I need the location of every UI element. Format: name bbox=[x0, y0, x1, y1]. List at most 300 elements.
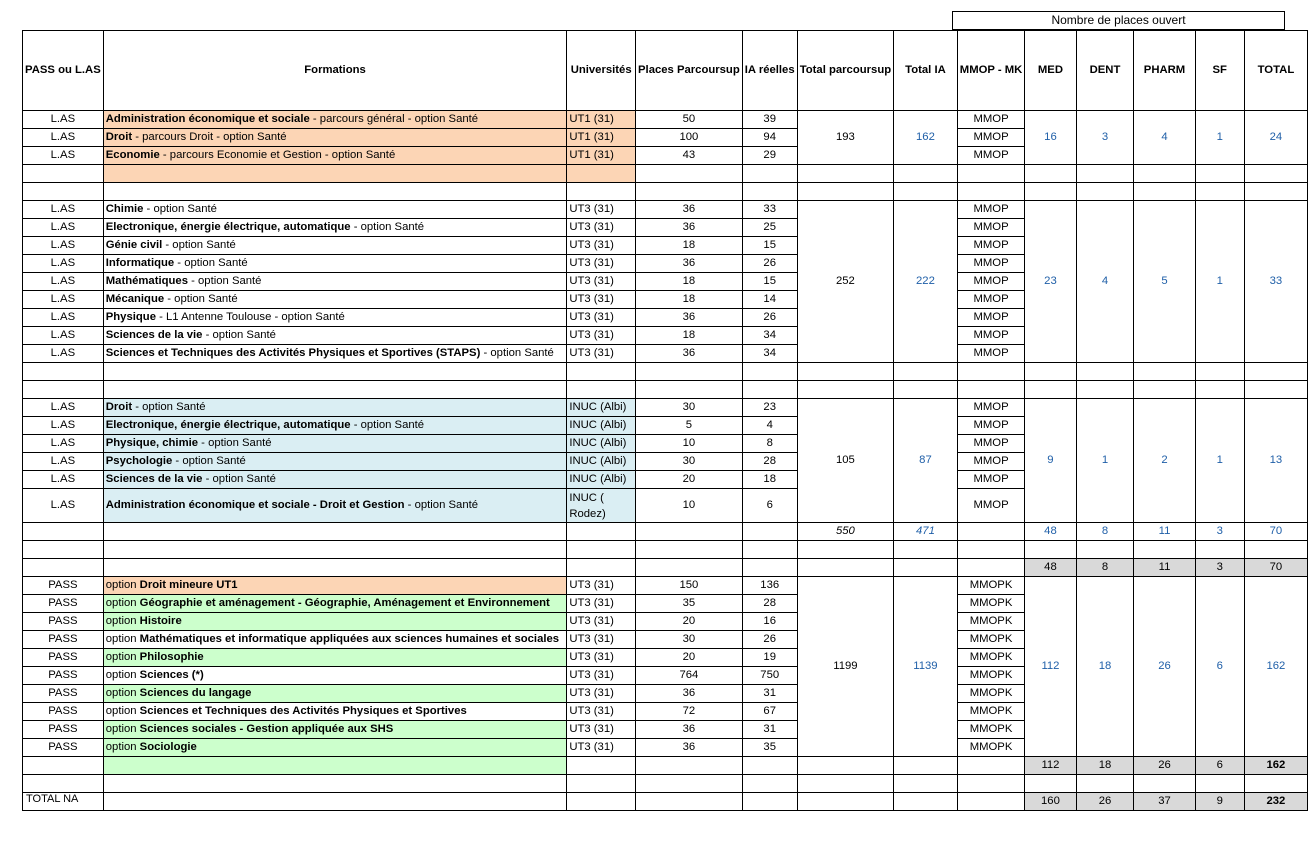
formation-detail: - option Santé bbox=[143, 203, 217, 215]
type-cell: L.AS bbox=[23, 129, 104, 147]
empty-cell bbox=[636, 541, 743, 559]
places-cell: 18 bbox=[636, 273, 743, 291]
las-total-sf: 3 bbox=[1195, 523, 1244, 541]
total-parcoursup-cell: 193 bbox=[797, 111, 893, 165]
dent-cell: 4 bbox=[1076, 201, 1134, 363]
formation-prefix: option bbox=[105, 615, 140, 627]
university-cell: UT3 (31) bbox=[567, 345, 636, 363]
mmop-cell: MMOPK bbox=[957, 685, 1025, 703]
formation-cell bbox=[103, 471, 567, 489]
empty-cell bbox=[742, 559, 797, 577]
gap-row bbox=[23, 775, 1308, 793]
formation-cell bbox=[103, 685, 567, 703]
empty-cell bbox=[1195, 183, 1244, 201]
total-ia-cell: 162 bbox=[894, 111, 958, 165]
places-cell: 18 bbox=[636, 291, 743, 309]
places-cell: 36 bbox=[636, 255, 743, 273]
type-cell: PASS bbox=[23, 595, 104, 613]
grand-total-dent: 26 bbox=[1076, 793, 1134, 811]
empty-cell bbox=[742, 523, 797, 541]
med-cell: 112 bbox=[1025, 577, 1076, 757]
formation-prefix: option bbox=[105, 579, 140, 591]
empty-cell bbox=[636, 757, 743, 775]
las-total-dent: 8 bbox=[1076, 523, 1134, 541]
empty-cell bbox=[103, 165, 567, 183]
ia-cell: 26 bbox=[742, 309, 797, 327]
empty-cell bbox=[103, 559, 567, 577]
places-cell: 36 bbox=[636, 739, 743, 757]
empty-cell bbox=[103, 183, 567, 201]
col-dent: DENT bbox=[1076, 31, 1134, 111]
formation-detail: - option Santé bbox=[174, 257, 248, 269]
mmop-cell: MMOP bbox=[957, 417, 1025, 435]
formation-name: Sciences de la vie bbox=[105, 473, 203, 485]
total-cell: 33 bbox=[1244, 201, 1307, 363]
mmop-cell: MMOPK bbox=[957, 595, 1025, 613]
places-table bbox=[22, 30, 1308, 811]
spacer-row bbox=[23, 183, 1308, 201]
mmop-cell: MMOP bbox=[957, 111, 1025, 129]
empty-cell bbox=[1076, 363, 1134, 381]
col-mmop: MMOP - MK bbox=[957, 31, 1025, 111]
university-cell: UT1 (31) bbox=[567, 129, 636, 147]
formation-cell bbox=[103, 147, 567, 165]
dent-cell: 1 bbox=[1076, 399, 1134, 523]
type-cell: L.AS bbox=[23, 453, 104, 471]
formation-detail: - option Santé bbox=[164, 293, 238, 305]
formation-name: Mathématiques bbox=[105, 275, 188, 287]
empty-cell bbox=[1134, 363, 1195, 381]
formation-detail: - option Santé bbox=[172, 455, 246, 467]
sf-cell: 6 bbox=[1195, 577, 1244, 757]
col-total-parcoursup: Total parcoursup bbox=[797, 31, 893, 111]
formation-name: Géographie et aménagement - Géographie, Aménagement et Environnement bbox=[139, 597, 550, 609]
type-cell: L.AS bbox=[23, 237, 104, 255]
university-cell: UT3 (31) bbox=[567, 577, 636, 595]
type-cell: L.AS bbox=[23, 435, 104, 453]
sf-cell: 1 bbox=[1195, 399, 1244, 523]
mmop-cell: MMOP bbox=[957, 291, 1025, 309]
formation-name: Administration économique et sociale - Droit et Gestion bbox=[105, 499, 405, 511]
ia-cell: 14 bbox=[742, 291, 797, 309]
empty-cell bbox=[957, 183, 1025, 201]
type-cell: L.AS bbox=[23, 291, 104, 309]
mmop-cell: MMOPK bbox=[957, 649, 1025, 667]
formation-name: Physique, chimie bbox=[105, 437, 199, 449]
total-na-label: TOTAL NA bbox=[26, 793, 79, 805]
empty-cell bbox=[742, 757, 797, 775]
mmop-cell: MMOP bbox=[957, 399, 1025, 417]
ia-cell: 94 bbox=[742, 129, 797, 147]
table-row bbox=[23, 399, 1308, 417]
formation-cell bbox=[103, 453, 567, 471]
total-parcoursup-cell: 105 bbox=[797, 399, 893, 523]
university-cell: INUC (Albi) bbox=[567, 417, 636, 435]
empty-cell bbox=[103, 381, 567, 399]
col-ia-reelles: IA réelles bbox=[742, 31, 797, 111]
formation-name: Génie civil bbox=[105, 239, 163, 251]
places-cell: 150 bbox=[636, 577, 743, 595]
empty-cell bbox=[894, 559, 958, 577]
las-grey-total-row bbox=[23, 559, 1308, 577]
university-cell: INUC ( Rodez) bbox=[567, 489, 636, 523]
spacer-row bbox=[23, 165, 1308, 183]
type-cell: L.AS bbox=[23, 201, 104, 219]
empty-cell bbox=[1076, 541, 1134, 559]
empty-cell bbox=[1195, 541, 1244, 559]
formation-detail: - option Santé bbox=[187, 275, 262, 287]
places-cell: 10 bbox=[636, 489, 743, 523]
total-parcoursup-cell: 252 bbox=[797, 201, 893, 363]
grand-total-med: 160 bbox=[1025, 793, 1076, 811]
ia-cell: 6 bbox=[742, 489, 797, 523]
pass-grey-total-row bbox=[23, 757, 1308, 775]
empty-cell bbox=[1076, 165, 1134, 183]
formation-prefix: option bbox=[105, 633, 140, 645]
empty-cell bbox=[567, 541, 636, 559]
formation-name: Sciences et Techniques des Activités Physiques et Sportives bbox=[139, 705, 467, 717]
las-total-ia: 471 bbox=[894, 523, 958, 541]
empty-cell bbox=[742, 541, 797, 559]
places-cell: 10 bbox=[636, 435, 743, 453]
col-med: MED bbox=[1025, 31, 1076, 111]
med-cell: 16 bbox=[1025, 111, 1076, 165]
university-cell: INUC (Albi) bbox=[567, 435, 636, 453]
university-cell: UT3 (31) bbox=[567, 291, 636, 309]
grand-total-total: 232 bbox=[1244, 793, 1307, 811]
ia-cell: 31 bbox=[742, 685, 797, 703]
empty-cell bbox=[103, 523, 567, 541]
places-cell: 36 bbox=[636, 685, 743, 703]
formation-detail: - parcours Economie et Gestion - option Santé bbox=[159, 149, 396, 161]
pass-grey-dent: 18 bbox=[1076, 757, 1134, 775]
ia-cell: 15 bbox=[742, 237, 797, 255]
formation-detail: - option Santé bbox=[198, 437, 272, 449]
formation-cell bbox=[103, 273, 567, 291]
med-cell: 9 bbox=[1025, 399, 1076, 523]
empty-cell bbox=[1244, 183, 1307, 201]
total-ia-cell: 222 bbox=[894, 201, 958, 363]
places-cell: 36 bbox=[636, 345, 743, 363]
formation-name: Philosophie bbox=[139, 651, 204, 663]
type-cell: L.AS bbox=[23, 345, 104, 363]
empty-cell bbox=[23, 183, 104, 201]
formation-cell bbox=[103, 595, 567, 613]
empty-cell bbox=[1076, 183, 1134, 201]
formation-cell bbox=[103, 417, 567, 435]
empty-cell bbox=[797, 775, 893, 793]
mmop-cell: MMOP bbox=[957, 309, 1025, 327]
formation-cell bbox=[103, 399, 567, 417]
places-cell: 43 bbox=[636, 147, 743, 165]
places-cell: 36 bbox=[636, 219, 743, 237]
university-cell: INUC (Albi) bbox=[567, 399, 636, 417]
spacer-row bbox=[23, 363, 1308, 381]
empty-cell bbox=[1076, 381, 1134, 399]
empty-cell bbox=[1025, 165, 1076, 183]
empty-cell bbox=[1244, 363, 1307, 381]
formation-prefix: option bbox=[105, 741, 140, 753]
empty-cell bbox=[1025, 363, 1076, 381]
type-cell: L.AS bbox=[23, 273, 104, 291]
formation-detail: - option Santé bbox=[162, 239, 236, 251]
empty-cell bbox=[957, 363, 1025, 381]
formation-prefix: option bbox=[105, 705, 140, 717]
university-cell: UT3 (31) bbox=[567, 309, 636, 327]
formation-cell bbox=[103, 489, 567, 523]
empty-cell bbox=[797, 381, 893, 399]
empty-cell bbox=[957, 775, 1025, 793]
empty-cell bbox=[103, 363, 567, 381]
places-cell: 18 bbox=[636, 327, 743, 345]
empty-cell bbox=[636, 559, 743, 577]
empty-cell bbox=[797, 541, 893, 559]
places-cell: 35 bbox=[636, 595, 743, 613]
mmop-cell: MMOP bbox=[957, 345, 1025, 363]
places-cell: 30 bbox=[636, 453, 743, 471]
formation-prefix: option bbox=[105, 597, 140, 609]
formation-cell bbox=[103, 309, 567, 327]
university-cell: UT1 (31) bbox=[567, 111, 636, 129]
places-cell: 20 bbox=[636, 471, 743, 489]
ia-cell: 29 bbox=[742, 147, 797, 165]
places-cell: 30 bbox=[636, 399, 743, 417]
empty-cell bbox=[636, 523, 743, 541]
places-cell: 764 bbox=[636, 667, 743, 685]
type-cell: L.AS bbox=[23, 489, 104, 523]
empty-cell bbox=[1025, 381, 1076, 399]
empty-cell bbox=[1195, 165, 1244, 183]
places-cell: 30 bbox=[636, 631, 743, 649]
places-cell: 5 bbox=[636, 417, 743, 435]
places-ouvertes-header: Nombre de places ouvert bbox=[952, 11, 1285, 30]
empty-cell bbox=[1244, 775, 1307, 793]
type-cell: PASS bbox=[23, 703, 104, 721]
formation-name: Sciences du langage bbox=[139, 687, 252, 699]
dent-cell: 18 bbox=[1076, 577, 1134, 757]
empty-cell bbox=[567, 381, 636, 399]
formation-name: Physique bbox=[105, 311, 156, 323]
empty-cell bbox=[103, 757, 567, 775]
empty-cell bbox=[1244, 165, 1307, 183]
total-cell: 13 bbox=[1244, 399, 1307, 523]
las-total-parcoursup: 550 bbox=[797, 523, 893, 541]
formation-name: Chimie bbox=[105, 203, 144, 215]
university-cell: UT3 (31) bbox=[567, 273, 636, 291]
university-cell: UT3 (31) bbox=[567, 237, 636, 255]
formation-cell bbox=[103, 255, 567, 273]
col-formations: Formations bbox=[103, 31, 567, 111]
mmop-cell: MMOP bbox=[957, 489, 1025, 523]
pharm-cell: 26 bbox=[1134, 577, 1195, 757]
total-ia-cell: 1139 bbox=[894, 577, 958, 757]
type-cell: L.AS bbox=[23, 111, 104, 129]
empty-cell bbox=[1134, 165, 1195, 183]
formation-detail: - L1 Antenne Toulouse - option Santé bbox=[155, 311, 345, 323]
formation-cell bbox=[103, 237, 567, 255]
formation-name: Droit mineure UT1 bbox=[139, 579, 238, 591]
formation-name: Electronique, énergie électrique, automatique bbox=[105, 419, 351, 431]
type-cell: L.AS bbox=[23, 147, 104, 165]
university-cell: UT3 (31) bbox=[567, 631, 636, 649]
university-cell: INUC (Albi) bbox=[567, 453, 636, 471]
mmop-cell: MMOP bbox=[957, 147, 1025, 165]
las-grey-pharm: 11 bbox=[1134, 559, 1195, 577]
ia-cell: 136 bbox=[742, 577, 797, 595]
places-cell: 18 bbox=[636, 237, 743, 255]
type-cell: L.AS bbox=[23, 417, 104, 435]
empty-cell bbox=[1195, 381, 1244, 399]
mmop-cell: MMOPK bbox=[957, 577, 1025, 595]
formation-detail: - parcours Droit - option Santé bbox=[132, 131, 287, 143]
pharm-cell: 4 bbox=[1134, 111, 1195, 165]
mmop-cell: MMOP bbox=[957, 435, 1025, 453]
formation-detail: - option Santé bbox=[350, 419, 425, 431]
formation-cell bbox=[103, 667, 567, 685]
ia-cell: 33 bbox=[742, 201, 797, 219]
type-cell: L.AS bbox=[23, 309, 104, 327]
mmop-cell: MMOP bbox=[957, 471, 1025, 489]
type-cell: L.AS bbox=[23, 471, 104, 489]
formation-cell bbox=[103, 111, 567, 129]
empty-cell bbox=[1134, 541, 1195, 559]
empty-cell bbox=[797, 165, 893, 183]
las-grey-med: 48 bbox=[1025, 559, 1076, 577]
formation-detail: - option Santé bbox=[132, 401, 206, 413]
formation-detail: - option Santé bbox=[202, 329, 276, 341]
type-cell: L.AS bbox=[23, 327, 104, 345]
pass-grey-total: 162 bbox=[1244, 757, 1307, 775]
type-cell: L.AS bbox=[23, 219, 104, 237]
formation-name: Sciences de la vie bbox=[105, 329, 203, 341]
university-cell: UT3 (31) bbox=[567, 685, 636, 703]
empty-cell bbox=[1244, 541, 1307, 559]
grand-total-pharm: 37 bbox=[1134, 793, 1195, 811]
empty-cell bbox=[567, 559, 636, 577]
empty-cell bbox=[894, 793, 958, 811]
places-cell: 36 bbox=[636, 309, 743, 327]
mmop-cell: MMOP bbox=[957, 453, 1025, 471]
empty-cell bbox=[894, 757, 958, 775]
pass-grey-med: 112 bbox=[1025, 757, 1076, 775]
empty-cell bbox=[894, 381, 958, 399]
formation-cell bbox=[103, 435, 567, 453]
empty-cell bbox=[894, 541, 958, 559]
formation-name: Electronique, énergie électrique, automatique bbox=[105, 221, 351, 233]
mmop-cell: MMOP bbox=[957, 129, 1025, 147]
formation-cell bbox=[103, 631, 567, 649]
mmop-cell: MMOPK bbox=[957, 631, 1025, 649]
col-universites: Universités bbox=[567, 31, 636, 111]
empty-cell bbox=[1076, 775, 1134, 793]
empty-cell bbox=[742, 775, 797, 793]
sf-cell: 1 bbox=[1195, 201, 1244, 363]
formation-name: Droit bbox=[105, 401, 133, 413]
empty-cell bbox=[742, 381, 797, 399]
empty-cell bbox=[1195, 775, 1244, 793]
empty-cell bbox=[957, 793, 1025, 811]
empty-cell bbox=[797, 559, 893, 577]
places-cell: 72 bbox=[636, 703, 743, 721]
university-cell: UT3 (31) bbox=[567, 255, 636, 273]
table-row bbox=[23, 111, 1308, 129]
university-cell: UT3 (31) bbox=[567, 667, 636, 685]
formation-cell bbox=[103, 219, 567, 237]
ia-cell: 4 bbox=[742, 417, 797, 435]
las-grey-sf: 3 bbox=[1195, 559, 1244, 577]
type-cell: PASS bbox=[23, 631, 104, 649]
formation-cell bbox=[103, 613, 567, 631]
places-cell: 100 bbox=[636, 129, 743, 147]
empty-cell bbox=[957, 165, 1025, 183]
formation-cell bbox=[103, 739, 567, 757]
col-pass-las: PASS ou L.AS bbox=[23, 31, 104, 111]
ia-cell: 15 bbox=[742, 273, 797, 291]
sf-cell: 1 bbox=[1195, 111, 1244, 165]
formation-name: Psychologie bbox=[105, 455, 173, 467]
university-cell: UT3 (31) bbox=[567, 703, 636, 721]
grand-total-row bbox=[23, 793, 1308, 811]
formation-detail: - option Santé bbox=[480, 347, 554, 359]
empty-cell bbox=[103, 793, 567, 811]
med-cell: 23 bbox=[1025, 201, 1076, 363]
pass-grey-sf: 6 bbox=[1195, 757, 1244, 775]
empty-cell bbox=[567, 183, 636, 201]
empty-cell bbox=[797, 757, 893, 775]
formation-detail: - option Santé bbox=[404, 499, 479, 511]
mmop-cell: MMOPK bbox=[957, 721, 1025, 739]
empty-cell bbox=[567, 363, 636, 381]
ia-cell: 28 bbox=[742, 453, 797, 471]
ia-cell: 67 bbox=[742, 703, 797, 721]
empty-cell bbox=[23, 541, 104, 559]
mmop-cell: MMOPK bbox=[957, 703, 1025, 721]
formation-name: Sciences sociales - Gestion appliquée aux SHS bbox=[139, 723, 394, 735]
formation-prefix: option bbox=[105, 669, 140, 681]
pharm-cell: 2 bbox=[1134, 399, 1195, 523]
ia-cell: 16 bbox=[742, 613, 797, 631]
empty-cell bbox=[1195, 363, 1244, 381]
university-cell: UT3 (31) bbox=[567, 201, 636, 219]
university-cell: UT3 (31) bbox=[567, 327, 636, 345]
empty-cell bbox=[894, 363, 958, 381]
empty-cell bbox=[797, 183, 893, 201]
empty-cell bbox=[797, 793, 893, 811]
empty-cell bbox=[23, 523, 104, 541]
empty-cell bbox=[636, 183, 743, 201]
empty-cell bbox=[742, 165, 797, 183]
ia-cell: 35 bbox=[742, 739, 797, 757]
mmop-cell: MMOPK bbox=[957, 613, 1025, 631]
empty-cell bbox=[636, 793, 743, 811]
formation-name: Economie bbox=[105, 149, 160, 161]
header-row bbox=[23, 31, 1308, 111]
las-total-total: 70 bbox=[1244, 523, 1307, 541]
ia-cell: 28 bbox=[742, 595, 797, 613]
empty-cell bbox=[567, 757, 636, 775]
empty-cell bbox=[894, 165, 958, 183]
type-cell: PASS bbox=[23, 649, 104, 667]
type-cell: PASS bbox=[23, 685, 104, 703]
ia-cell: 34 bbox=[742, 327, 797, 345]
grand-total-sf: 9 bbox=[1195, 793, 1244, 811]
las-grey-dent: 8 bbox=[1076, 559, 1134, 577]
type-cell: PASS bbox=[23, 577, 104, 595]
empty-cell bbox=[742, 793, 797, 811]
places-cell: 20 bbox=[636, 613, 743, 631]
total-parcoursup-cell: 1199 bbox=[797, 577, 893, 757]
empty-cell bbox=[636, 165, 743, 183]
